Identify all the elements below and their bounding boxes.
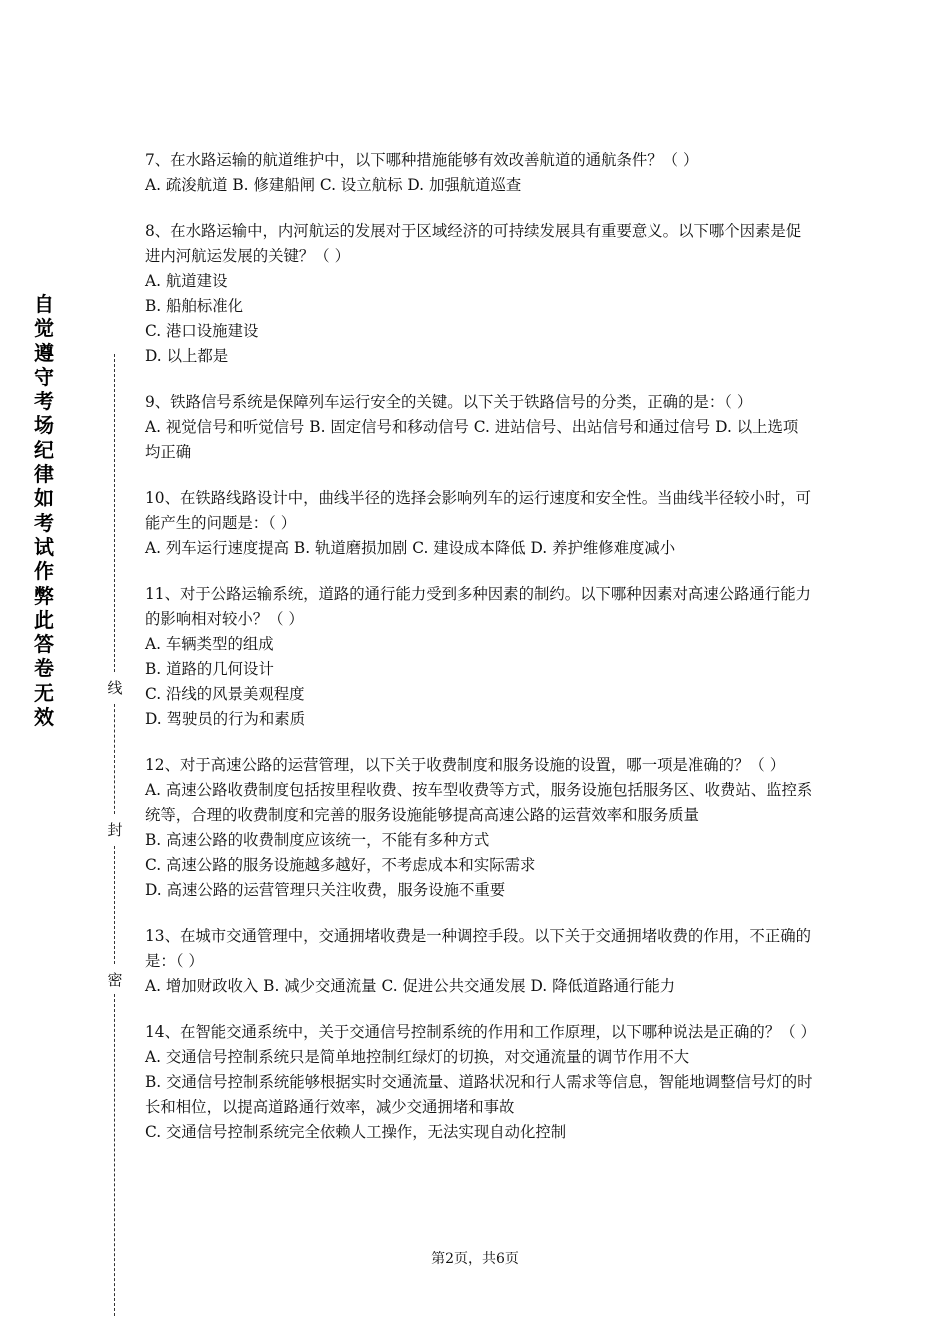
question-stem: 9、铁路信号系统是保障列车运行安全的关键。以下关于铁路信号的分类，正确的是：（ ）	[145, 393, 753, 411]
question-option: D. 高速公路的运营管理只关注收费，服务设施不重要	[145, 881, 506, 899]
question-stem: 12、对于高速公路的运营管理，以下关于收费制度和服务设施的设置，哪一项是准确的？（ ）	[145, 756, 786, 774]
question-option: C. 港口设施建设	[145, 322, 259, 340]
seal-label-secret: 密	[104, 970, 126, 990]
question-item	[145, 924, 813, 999]
seal-label-line: 线	[104, 678, 126, 698]
question-option: D. 驾驶员的行为和素质	[145, 710, 306, 728]
question-option: A. 航道建设	[145, 272, 228, 290]
question-option: B. 道路的几何设计	[145, 660, 274, 678]
question-option: C. 沿线的风景美观程度	[145, 685, 305, 703]
question-stem: 11、对于公路运输系统，道路的通行能力受到多种因素的制约。以下哪种因素对高速公路通行能力的影响相对较小？（ ）	[145, 585, 811, 628]
question-option: C. 高速公路的服务设施越多越好，不考虑成本和实际需求	[145, 856, 536, 874]
question-item	[145, 148, 813, 198]
page-number: 第2页，共6页	[431, 1251, 519, 1267]
question-item	[145, 390, 813, 465]
binding-line	[114, 704, 115, 814]
question-item	[145, 1020, 816, 1145]
question-stem: 14、在智能交通系统中，关于交通信号控制系统的作用和工作原理，以下哪种说法是正确的？（ ）	[145, 1023, 816, 1041]
question-option: A. 增加财政收入 B. 减少交通流量 C. 促进公共交通发展 D. 降低道路通行能力	[145, 977, 676, 995]
question-option: A. 列车运行速度提高 B. 轨道磨损加剧 C. 建设成本降低 D. 养护维修难度减小	[145, 539, 676, 557]
question-item	[145, 753, 813, 903]
question-stem: 7、在水路运输的航道维护中，以下哪种措施能够有效改善航道的通航条件？（ ）	[145, 151, 699, 169]
question-stem: 8、在水路运输中，内河航运的发展对于区域经济的可持续发展具有重要意义。以下哪个因素是促进内河航运发展的关键？（ ）	[145, 222, 802, 265]
question-option: D. 以上都是	[145, 347, 229, 365]
side-warning-text: 自 觉 遵 守 考 场 纪 律 如 考 试 作 弊 此 答 卷 无 效	[34, 292, 54, 730]
question-option: A. 视觉信号和听觉信号 B. 固定信号和移动信号 C. 进站信号、出站信号和通过信号 D. 以上选项均正确	[145, 418, 799, 461]
seal-label-seal: 封	[104, 820, 126, 840]
question-list	[145, 148, 816, 1166]
question-option: B. 高速公路的收费制度应该统一，不能有多种方式	[145, 831, 490, 849]
question-option: A. 疏浚航道 B. 修建船闸 C. 设立航标 D. 加强航道巡查	[145, 176, 522, 194]
binding-line	[114, 354, 115, 672]
question-stem: 13、在城市交通管理中，交通拥堵收费是一种调控手段。以下关于交通拥堵收费的作用，不正确的是：（ ）	[145, 927, 811, 970]
question-option: B. 交通信号控制系统能够根据实时交通流量、道路状况和行人需求等信息，智能地调整信号灯的时长和相位，以提高道路通行效率，减少交通拥堵和事故	[145, 1073, 813, 1116]
question-option: C. 交通信号控制系统完全依赖人工操作，无法实现自动化控制	[145, 1123, 567, 1141]
question-item	[145, 582, 813, 732]
question-option: B. 船舶标准化	[145, 297, 244, 315]
binding-line	[114, 846, 115, 964]
question-stem: 10、在铁路线路设计中，曲线半径的选择会影响列车的运行速度和安全性。当曲线半径较小时，可能产生的问题是：（ ）	[145, 489, 811, 532]
question-option: A. 车辆类型的组成	[145, 635, 274, 653]
question-item	[145, 219, 813, 369]
question-option: A. 高速公路收费制度包括按里程收费、按车型收费等方式，服务设施包括服务区、收费站、监控系统等，合理的收费制度和完善的服务设施能够提高高速公路的运营效率和服务质量	[145, 781, 813, 824]
question-item	[145, 486, 813, 561]
question-option: A. 交通信号控制系统只是简单地控制红绿灯的切换，对交通流量的调节作用不大	[145, 1048, 690, 1066]
